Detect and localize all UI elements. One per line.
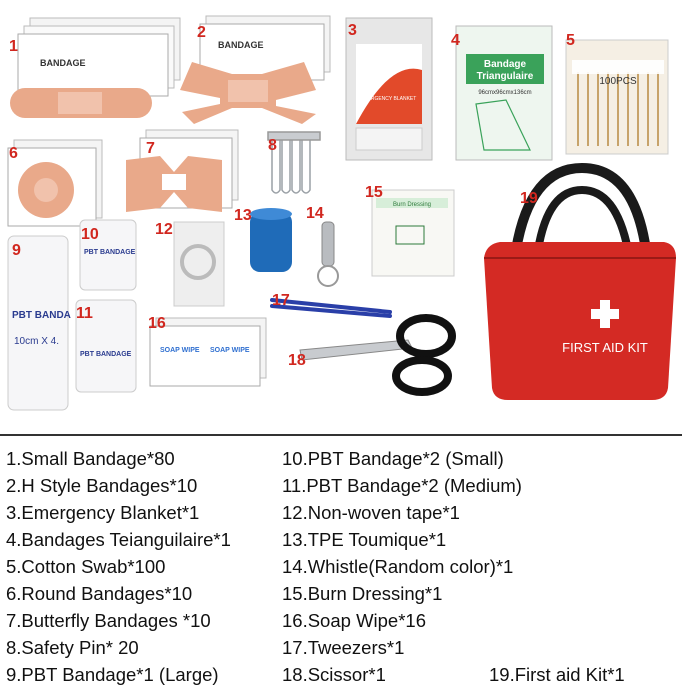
item-number-5: 5 [566,32,575,49]
triangular-label-1: Bandage [483,59,527,70]
whistle-item [318,222,338,286]
scissors-item [300,318,452,392]
divider [0,434,682,436]
pbt-large-label-1: PBT BANDA [12,310,71,321]
first-aid-kit-bag-item [484,168,676,400]
item-number-4: 4 [451,32,460,49]
cotton-swab-item [566,40,668,154]
soap-wipe-item [150,318,266,386]
pbt-medium-label: PBT BANDAGE [80,351,132,358]
small-bandage-item [10,18,180,118]
round-bandage-item [8,140,102,226]
burn-label: Burn Dressing [392,202,432,208]
pbt-bandage-large-item [8,236,71,410]
legend-item-12: 12.Non-woven tape*1 [282,502,460,523]
soap-label-1: SOAP WIPE [160,347,200,354]
item-number-11: 11 [76,305,93,322]
item-number-16: 16 [148,315,166,332]
soap-label-2: SOAP WIPE [210,347,250,354]
legend-item-10: 10.PBT Bandage*2 (Small) [282,448,504,469]
non-woven-tape-item [174,222,224,306]
triangular-label-2: Triangulaire [476,71,534,82]
legend-extra [489,661,625,688]
blanket-label: EMERGENCY BLANKET [360,96,417,102]
item-number-1: 1 [9,38,18,55]
item-number-8: 8 [268,137,277,154]
item-number-7: 7 [146,140,155,157]
triangular-bandage-item [456,26,552,160]
legend-item-9: 9.PBT Bandage*1 (Large) [6,664,219,685]
butterfly-bandage-item [126,130,238,212]
legend-item-16: 16.Soap Wipe*16 [282,610,426,631]
legend-item-4: 4.Bandages Teianguilaire*1 [6,529,231,550]
triangular-size: 96cmx96cmx136cm [478,90,532,96]
item-number-18: 18 [288,352,306,369]
legend-item-7: 7.Butterfly Bandages *10 [6,610,211,631]
legend-item-18: 18.Scissor*1 [282,664,386,685]
legend-item-6: 6.Round Bandages*10 [6,583,193,604]
pbt-large-label-2: 10cm X 4. [14,336,60,347]
pbt-small-label: PBT BANDAGE [84,249,136,256]
bandage-box-label-2: BANDAGE [218,40,264,50]
legend-item-1: 1.Small Bandage*80 [6,448,175,469]
burn-dressing-item [372,190,454,276]
item-number-3: 3 [348,22,357,39]
legend-item-17: 17.Tweezers*1 [282,637,405,658]
legend-item-3: 3.Emergency Blanket*1 [6,502,200,523]
legend-item-8: 8.Safety Pin* 20 [6,637,139,658]
item-number-9: 9 [12,242,21,259]
legend-left-column [6,445,231,688]
legend-item-5: 5.Cotton Swab*100 [6,556,166,577]
legend-right-column [282,445,522,688]
item-number-19: 19 [520,190,538,207]
legend-item-14: 14.Whistle(Random color)*1 [282,556,514,577]
legend-item-11: 11.PBT Bandage*2 (Medium) [282,475,522,496]
item-number-10: 10 [81,226,99,243]
kit-label: FIRST AID KIT [562,340,648,355]
item-number-15: 15 [365,184,383,201]
legend-item-13: 13.TPE Toumique*1 [282,529,447,550]
item-number-2: 2 [197,24,206,41]
bandage-box-label-1: BANDAGE [40,58,86,68]
item-number-17: 17 [272,292,290,309]
swab-label: 100PCS [599,76,637,87]
item-number-14: 14 [306,205,324,222]
legend-item-2: 2.H Style Bandages*10 [6,475,198,496]
item-number-6: 6 [9,145,18,162]
item-number-12: 12 [155,221,173,238]
legend-item-19: 19.First aid Kit*1 [489,664,625,685]
legend-item-15: 15.Burn Dressing*1 [282,583,443,604]
item-number-13: 13 [234,207,252,224]
emergency-blanket-item [346,18,432,160]
tpe-tourniquet-item [250,208,292,272]
